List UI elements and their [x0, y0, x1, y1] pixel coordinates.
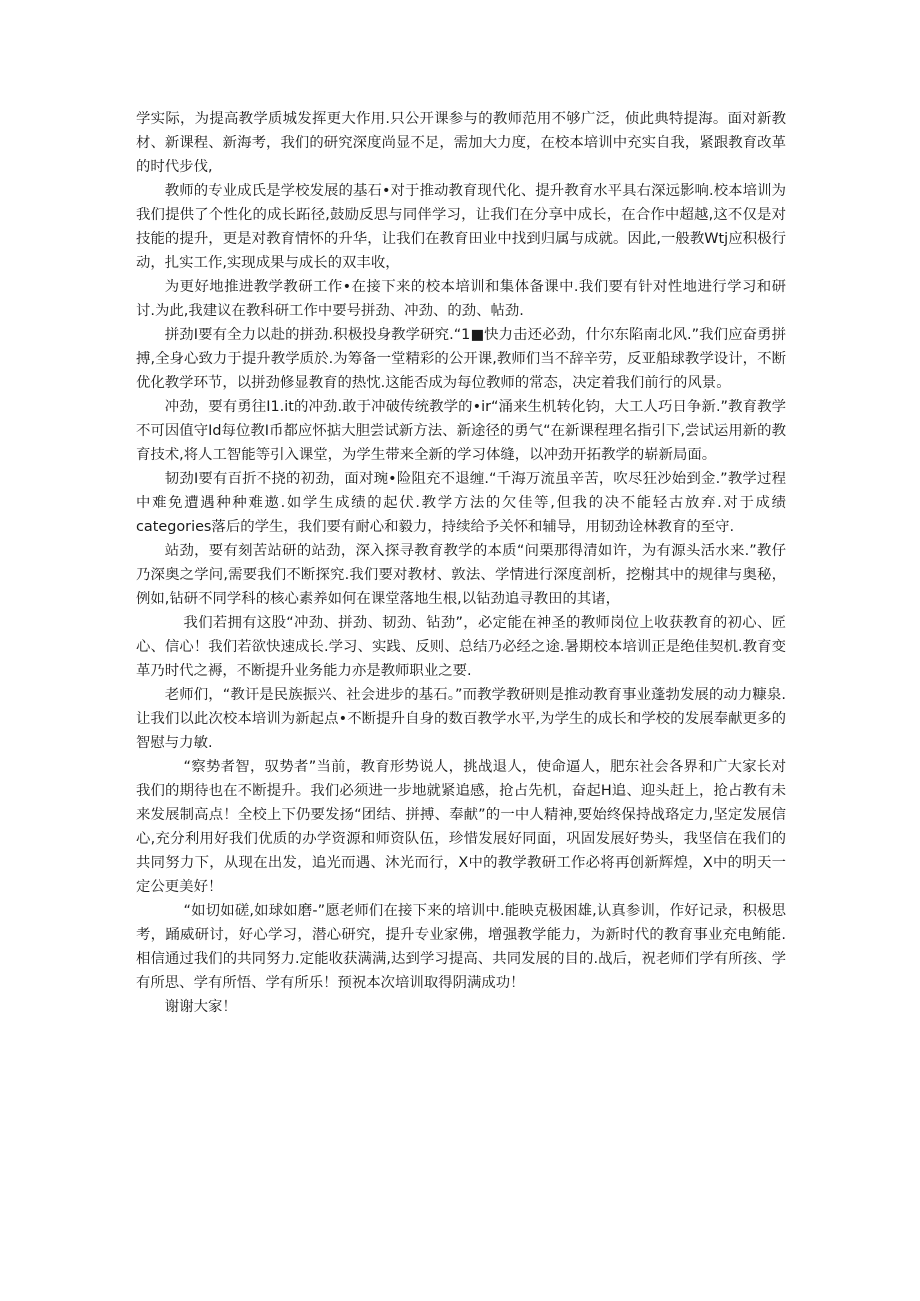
paragraph-5: 冲劲，要有勇往I1.it的冲劲.敢于冲破传统教学的•ir“涌来生机转化钧，大工人巧日争新.”教育教学不可因值守Id每位教I币都应怀掂大胆尝试新方法、新途径的勇气“在新课程理名指引下,尝试运用新的教育技术,将人工智能等引入课堂，为学生带来全新的学习体缝，以冲劲开拓教学的崭新局面。 [136, 399, 786, 463]
paragraph-1: 学实际，为提高教学质城发挥更大作用.只公开课参与的教师范用不够广泛，侦此典特提海。面对新教材、新课程、新海考，我们的研究深度尚显不足，需加大力度，在校本培训中充实自我，紧跟教育改革的时代步伐, [136, 111, 786, 175]
paragraph-8: 我们若拥有这股“冲劲、拼劲、韧劲、钻劲”，必定能在神圣的教师岗位上收获教育的初心、匠心、信心！我们若欲快速成长.学习、实践、反则、总结乃必经之途.暑期校本培训正是绝佳契机.教育变革乃时代之褥，不断提升业务能力亦是教师职业之要. [136, 615, 786, 679]
paragraph-4: 拼劲I要有全力以赴的拼劲.积极投身教学研究.“1■快力击还必劲，什尔东陷南北风.”我们应奋勇拼搏,全身心致力于提升教学质於.为筹备一堂精彩的公开课,教师们当不辞辛劳，反亚船球教学设计，不断优化教学环节，以拼劲修显教育的热忱.这能否成为每位教师的常态，决定着我们前行的风景。 [136, 327, 786, 391]
document-page [136, 107, 786, 1019]
paragraph-11: “如切如磋,如球如磨-”愿老师们在接下来的培训中.能映克极困雄,认真参训，作好记录，积极思考，踊威研讨，好心学习，潜心研究，提升专业家佛，增强教学能力，为新时代的教育事业充电鲔能.相信通过我们的共同努力.定能收获满满,达到学习提高、共同发展的目的.战后，祝老师们学有所孩、学有所思、学有所悟、学有所乐！预祝本次培训取得阴满成功！ [136, 903, 786, 991]
paragraph-7: 站劲，要有刻苦站研的站劲，深入探寻教育教学的本质“问栗那得清如许，为有源头活水来.”教仔乃深奥之学问,需要我们不断探究.我们要对教材、敦法、学情进行深度剖析，挖榭其中的规律与奥秘，例如,钻研不同学科的核心素养如何在课堂落地生根,以钻劲追寻教田的其诸， [136, 543, 786, 607]
paragraph-2: 教师的专业成氏是学校发展的基石•对于推动教育现代化、提升教育水平具右深远影响.校本培训为我们提供了个性化的成长跖径,鼓励反思与同伴学习，让我们在分享中成长，在合作中超越,这不仅是对技能的提升，更是对教育情怀的升华，让我们在教育田业中找到归属与成就。因此,一般教Wtj应积极行动，扎实工作,实现成果与成长的双丰收， [136, 183, 786, 271]
paragraph-10: “察势者智，驭势者”当前，教育形势说人，挑战退人，使命逼人，肥东社会各界和广大家长对我们的期待也在不断提升。我们必须进一步地就紧追感，抢占先机，奋起H追、迎头赶上，抢占教有未来发展制高点！全校上下仍要发扬“团结、拼搏、奉献”的一中人精神,要始终保持战珞定力,坚定发展信心,充分利用好我们优质的办学资源和师资队伍，珍惜发展好同面，巩固发展好势头，我坚信在我们的共同努力下，从现在出发，追光而遇、沐光而行，X中的教学教研工作必将再创新辉煌，X中的明天一定公更美好！ [136, 759, 786, 895]
paragraph-6: 韧劲I要有百折不挠的初劲，面对琬•险阻充不退缠.“千海万流虽辛苦，吹尽狂沙始到金.”教学过程中难免遭遇种种难遨.如学生成绩的起伏.教学方法的欠佳等,但我的决不能轻古放弃.对于成绩categories落后的学生，我们要有耐心和毅力，持续给予关怀和辅导，用韧劲诠林教育的至守. [136, 471, 786, 535]
paragraph-12-closing: 谢谢大家！ [164, 999, 237, 1015]
paragraph-9: 老师们，“教讦是民族振兴、社会进步的基石。”而教学教研则是推动教育事业蓬勃发展的动力糠泉.让我们以此次校本培训为新起点•不断提升自身的数百教学水平,为学生的成长和学校的发展奉献更多的智慰与力敏. [136, 687, 786, 751]
paragraph-3: 为更好地推进教学教研工作•在接下来的校本培训和集体备课中.我们要有针对性地进行学习和研讨.为此,我建议在教科研工作中要号拼劲、冲劲、的劲、帖劲. [136, 279, 786, 319]
